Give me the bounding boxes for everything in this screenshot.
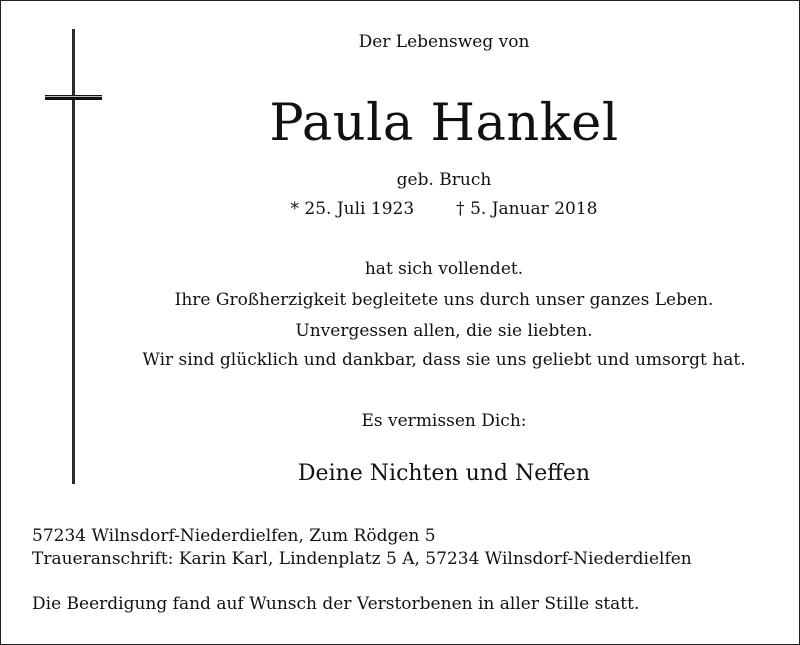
- birth-name: geb. Bruch: [396, 170, 492, 190]
- residence-address: 57234 Wilnsdorf-Niederdielfen, Zum Rödgen 5: [32, 526, 436, 546]
- deceased-name: Paula Hankel: [269, 94, 619, 153]
- message-line: hat sich vollendet.: [364, 259, 524, 279]
- birth-date: * 25. Juli 1923: [290, 199, 415, 219]
- funeral-note: Die Beerdigung fand auf Wunsch der Verstorbenen in aller Stille statt.: [32, 594, 640, 614]
- message-line: Wir sind glücklich und dankbar, dass sie uns geliebt und umsorgt hat.: [142, 350, 746, 370]
- missing-line: Es vermissen Dich:: [361, 411, 527, 431]
- intro-text: Der Lebensweg von: [358, 32, 530, 52]
- death-date: † 5. Januar 2018: [456, 199, 598, 219]
- life-dates: [0, 198, 800, 220]
- message-line: Ihre Großherzigkeit begleitete uns durch unser ganzes Leben.: [174, 290, 714, 310]
- mourners-line: Deine Nichten und Neffen: [297, 461, 591, 486]
- mourning-address: Traueranschrift: Karin Karl, Lindenplatz 5 A, 57234 Wilnsdorf-Niederdielfen: [32, 549, 692, 569]
- message-line: Unvergessen allen, die sie liebten.: [295, 321, 593, 341]
